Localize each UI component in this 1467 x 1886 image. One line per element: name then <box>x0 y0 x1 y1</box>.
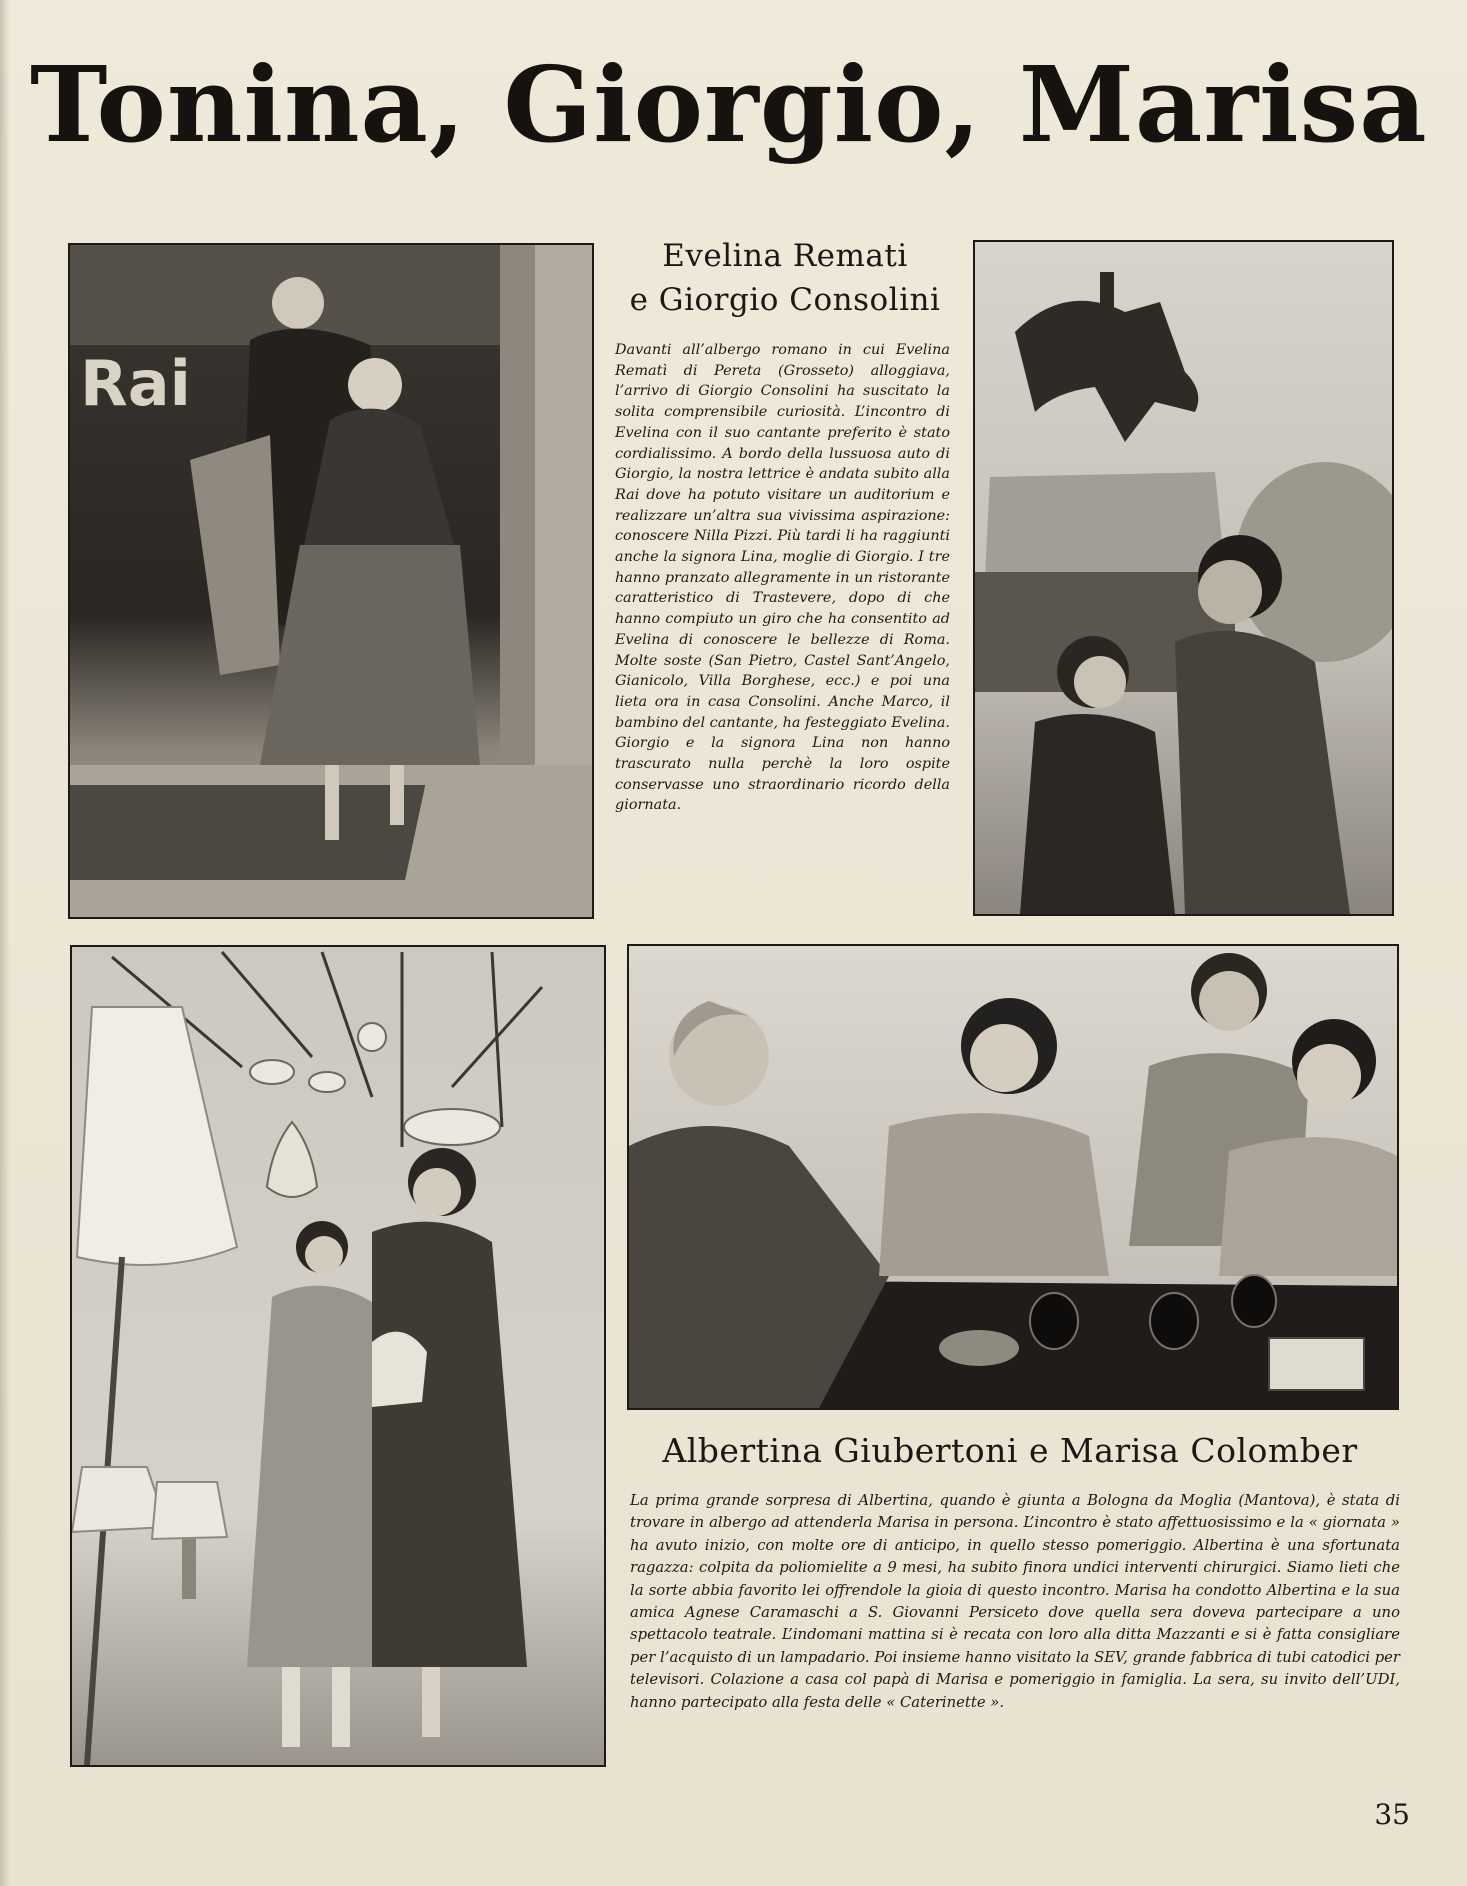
photo-hotel-entrance <box>68 243 594 919</box>
story2-title: Albertina Giubertoni e Marisa Colomber <box>662 1431 1358 1470</box>
photo-statue-couple <box>973 240 1394 916</box>
story1-body: Davanti all’albergo romano in cui Evelina Rematì di Pereta (Grosseto) alloggiava, l’arrivo di Giorgio Consolini ha suscitato la solita comprensibile curiosità. L’incontro di Evelina con il suo cantante preferito è stato cordialissimo. A bordo della lussuosa auto di Giorgio, la nostra lettrice è andata subito alla Rai dove ha potuto visitare un auditorium e realizzare un’altra sua vivissima aspirazione: conoscere Nilla Pizzi. Più tardi li ha raggiunti anche la signora Lina, moglie di Giorgio. I tre hanno pranzato allegramente in un ristorante caratteristico di Trastevere, dopo di che hanno compiuto un giro che ha consentito ad Evelina di conoscere le bellezze di Roma. Molte soste (San Pietro, Castel Sant’Angelo, Gianicolo, Villa Borghese, ecc.) e poi una lieta ora in casa Consolini. Anche Marco, il bambino del cantante, ha festeggiato Evelina. Giorgio e la signora Lina non hanno trascurato nulla perchè la loro ospite conservasse uno straordinario ricordo della giornata. <box>615 342 951 814</box>
rai-sign: Rai <box>80 347 191 420</box>
photo-lamp-shop <box>70 945 606 1767</box>
story2-body: La prima grande sorpresa di Albertina, quando è giunta a Bologna da Moglia (Mantova), è stata di trovare in albergo ad attenderla Marisa in persona. L’incontro è stato affettuosissimo e la « giornata » ha avuto inizio, con molte ore di anticipo, in quello stesso pomeriggio. Albertina è una sfortunata ragazza: colpita da poliomielite a 9 mesi, ha subito finora undici interventi chirurgici. Siamo lieti che la sorte abbia favorito lei offrendole la gioia di questo incontro. Marisa ha condotto Albertina e la sua amica Agnese Caramaschi a S. Giovanni Persiceto dove quella sera doveva partecipare a uno spettacolo teatrale. L’indomani mattina si è recata con loro alla ditta Mazzanti e si è fatta consigliare per l’acquisto di un lampadario. Poi insieme hanno visitato la SEV, grande fabbrica di tubi catodici per televisori. Colazione a casa col papà di Marisa e pomeriggio in famiglia. La sera, su invito dell’UDI, hanno partecipato alla festa delle « Caterinette ». <box>630 1492 1400 1711</box>
page-headline: Tonina, Giorgio, Marisa <box>30 43 1428 166</box>
photo-card-game-image <box>629 946 1397 1408</box>
photo-statue-couple-image <box>975 242 1392 914</box>
photo-card-game <box>627 944 1399 1410</box>
story1-title-line2: e Giorgio Consolini <box>629 282 941 318</box>
story1-title <box>610 234 960 322</box>
page-binding-shadow <box>0 0 10 1886</box>
page-number: 35 <box>1374 1798 1410 1831</box>
photo-hotel-entrance-image <box>70 245 592 917</box>
photo-lamp-shop-image <box>72 947 604 1765</box>
story1-title-line1: Evelina Remati <box>662 238 908 274</box>
